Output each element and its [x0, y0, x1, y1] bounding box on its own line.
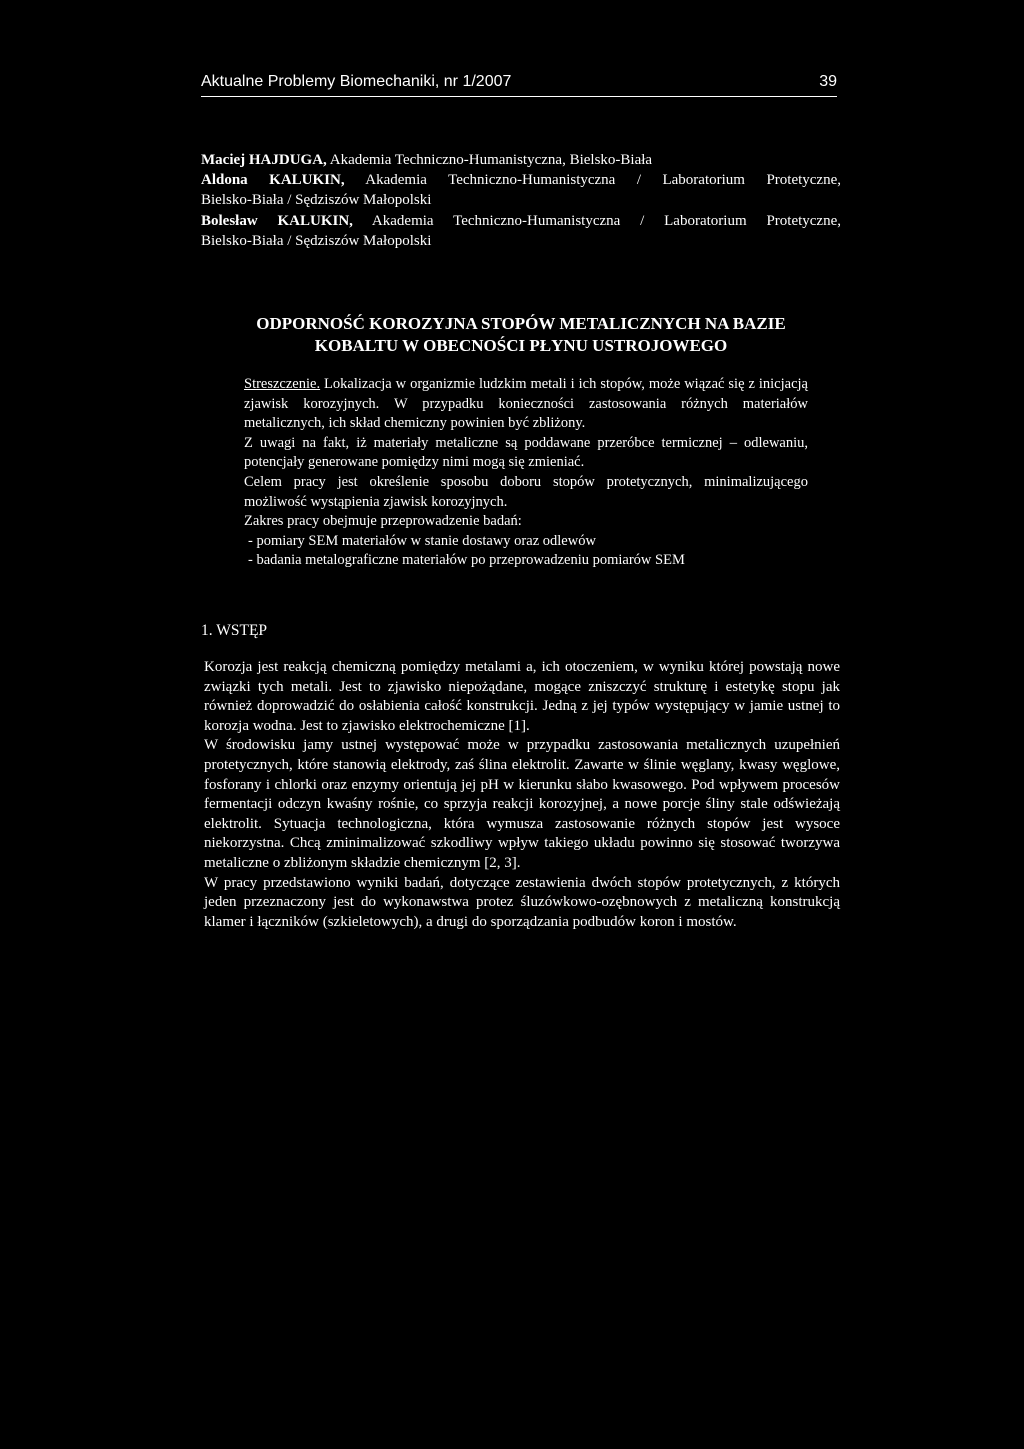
author-affiliation-continued: Bielsko-Biała / Sędziszów Małopolski [201, 192, 432, 209]
author-list [201, 150, 841, 251]
abstract [244, 375, 808, 571]
author-affiliation: Akademia Techniczno-Humanistyczna, Bielsko-Biała [326, 152, 653, 168]
journal-title: Aktualne Problemy Biomechaniki, nr 1/2007 [201, 73, 512, 90]
author-affiliation-continued: Bielsko-Biała / Sędziszów Małopolski [201, 232, 432, 249]
author-affiliation: Akademia Techniczno-Humanistyczna / Laboratorium Protetyczne, [352, 212, 841, 229]
author-name: Bolesław KALUKIN, [201, 212, 353, 229]
author-entry [201, 211, 841, 231]
abstract-bullet: - pomiary SEM materiałów w stanie dostawy oraz odlewów [248, 532, 596, 549]
body-paragraph: Korozja jest reakcją chemiczną pomiędzy metalami a, ich otoczeniem, w wyniku której powstają nowe związki tych metali. Jest to zjawisko niepożądane, mogące zniszczyć strukturę i estetykę stopu jak również doprowadzić do osłabienia całość konstrukcji. Jedną z jej typów występujący w jamie ustnej to korozja wodna. Jest to zjawisko elektrochemiczne [1]. [204, 659, 840, 734]
title-line-2: KOBALTU W OBECNOŚCI PŁYNU USTROJOWEGO [314, 336, 728, 355]
abstract-text: Lokalizacja w organizmie ludzkim metali i ich stopów, może wiązać się z inicjacją zjawisk korozyjnych. W przypadku konieczności zastosowania różnych materiałów metalicznych, ich skład chemiczny powinien być zbliżony. [244, 376, 808, 432]
title-line-1: ODPORNOŚĆ KOROZYJNA STOPÓW METALICZNYCH NA BAZIE [256, 314, 786, 333]
body-paragraph: W pracy przedstawiono wyniki badań, dotyczące zestawienia dwóch stopów protetycznych, z których jeden przeznaczony jest do wykonawstwa protez śluzówkowo-ozębnowych z metaliczną konstrukcją klamer i łączników (szkieletowych), a drugi do sporządzania podbudów koron i mostów. [204, 874, 840, 930]
running-header [201, 70, 837, 97]
body-paragraph: W środowisku jamy ustnej występować może w przypadku zastosowania metalicznych uzupełnień protetycznych, które stanowią elektrody, zaś ślina elektrolit. Zawarte w ślinie węglany, kwasy węglowe, fosforany i chlorki oraz enzymy orientują jej pH w kierunku słabo kwasowego. Pod wpływem procesów fermentacji odczyn kwaśny rośnie, co sprzyja reakcji korozyjnej, a nowe porcje śliny stale odświeżają elektrolit. Sytuacja technologiczna, która wymusza zastosowanie różnych stopów jest wysoce niekorzystna. Chcą zminimalizować szkodliwy wpływ takiego układu powinno się stosować tworzywa metaliczne o zbliżonym składzie chemicznym [2, 3]. [204, 737, 840, 871]
author-name: Aldona KALUKIN, [201, 172, 345, 189]
abstract-bullet: - badania metalograficzne materiałów po przeprowadzeniu pomiarów SEM [248, 552, 685, 569]
abstract-paragraph [244, 375, 808, 434]
author-entry [201, 150, 841, 170]
author-name: Maciej HAJDUGA, [201, 152, 327, 168]
author-entry [201, 170, 841, 190]
abstract-paragraph: Z uwagi na fakt, iż materiały metaliczne są poddawane przeróbce termicznej – odlewaniu, potencjały generowane pomiędzy nimi mogą się zmieniać. [244, 434, 808, 471]
paper-title [201, 313, 841, 357]
page-number: 39 [819, 73, 837, 90]
section-body [204, 658, 840, 932]
abstract-label: Streszczenie. [244, 376, 321, 392]
author-affiliation: Akademia Techniczno-Humanistyczna / Laboratorium Protetyczne, [344, 172, 842, 189]
abstract-paragraph: Celem pracy jest określenie sposobu doboru stopów protetycznych, minimalizującego możliwość wystąpienia zjawisk korozyjnych. [244, 473, 808, 510]
section-heading: 1. WSTĘP [201, 622, 268, 639]
abstract-paragraph: Zakres pracy obejmuje przeprowadzenie badań: [244, 513, 522, 530]
